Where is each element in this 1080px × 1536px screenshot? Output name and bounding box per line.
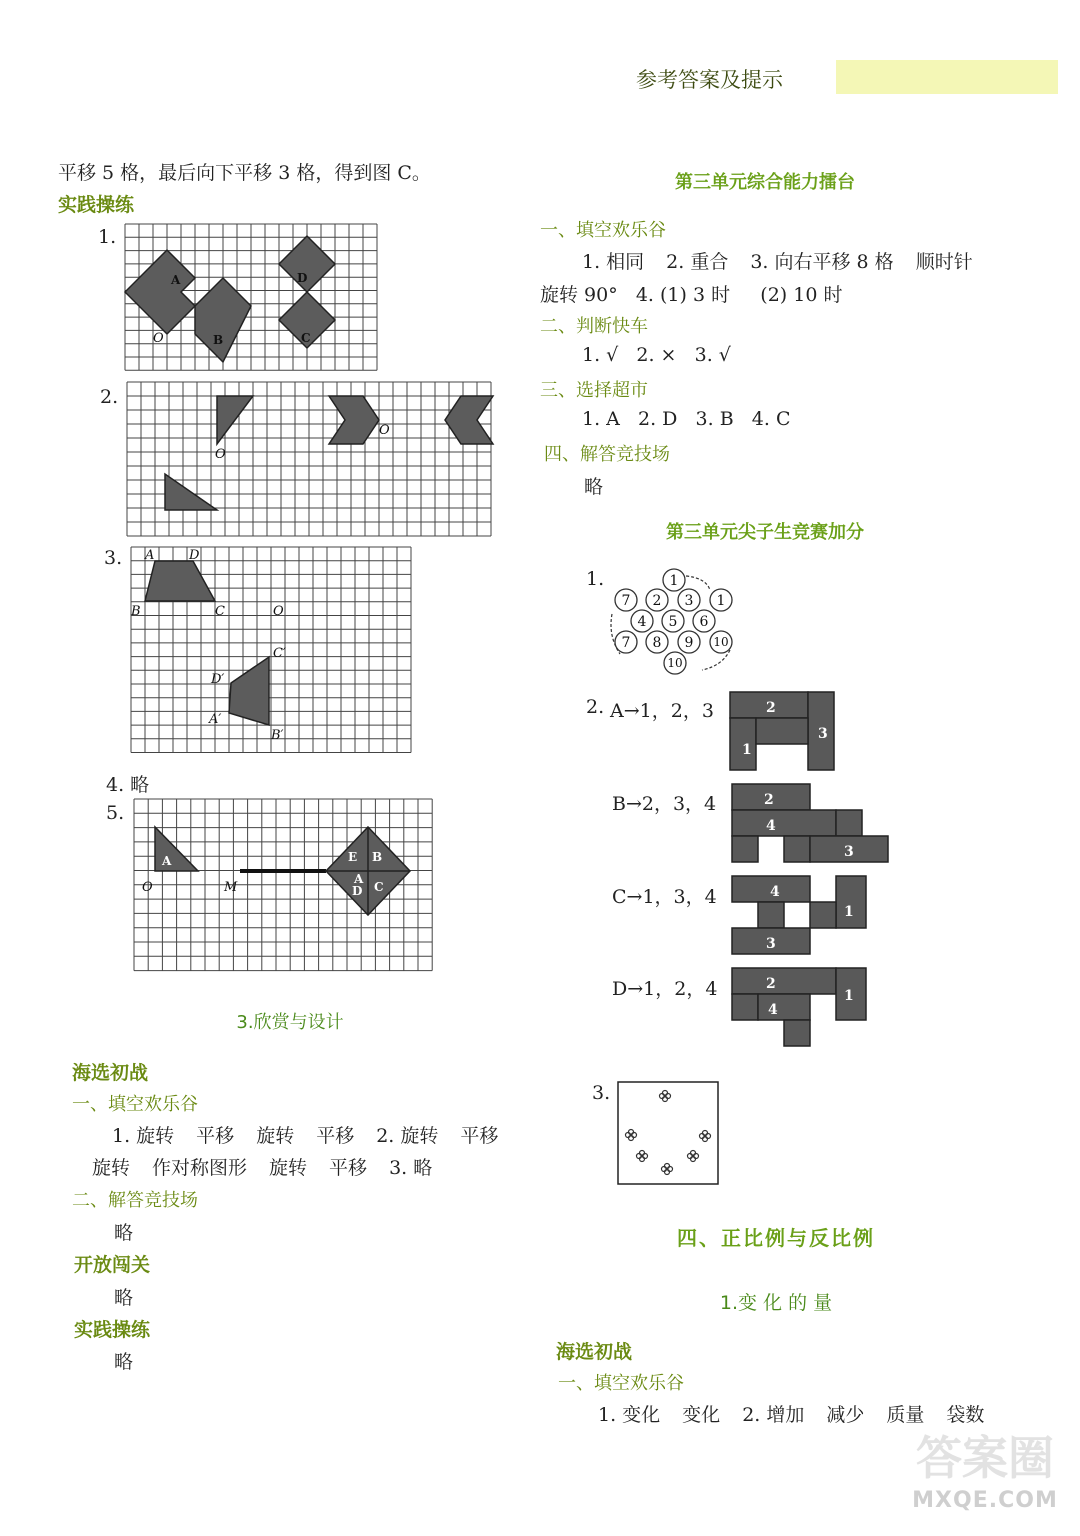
combo-c-piece-2: 1 <box>844 904 854 920</box>
q5-label-a2: A <box>354 872 364 886</box>
right-chapter-title: 四、正比例与反比例 <box>677 1226 875 1250</box>
q5-label-d: D <box>352 884 363 898</box>
q5-label-m: M <box>224 880 238 895</box>
q1-label-c: C <box>301 331 311 345</box>
svg-text:1: 1 <box>669 573 679 589</box>
right-part4-ans: 略 <box>584 476 604 498</box>
left-sec1-part1: 一、填空欢乐谷 <box>72 1094 198 1115</box>
q3-label-b: B <box>131 604 141 619</box>
q3-label-a: A <box>145 548 155 563</box>
right-sec-header: 海选初战 <box>556 1341 633 1363</box>
right-part1-line1: 1. 相同 2. 重合 3. 向右平移 8 格 顺时针 <box>582 251 973 273</box>
left-sec2-ans: 略 <box>114 1287 134 1309</box>
q1-label-a: A <box>171 273 181 287</box>
combo-b-piece-1: 2 <box>764 792 774 808</box>
right-part1: 一、填空欢乐谷 <box>540 220 666 241</box>
q4-answer: 4. 略 <box>106 774 150 796</box>
q2-number: 2. <box>100 386 119 408</box>
combo-c-label: C→1，3，4 <box>612 886 717 908</box>
right-sec-line1: 1. 变化 变化 2. 增加 减少 质量 袋数 <box>598 1404 985 1426</box>
circle-10b <box>664 652 686 674</box>
q2-label-o1: O <box>215 447 226 462</box>
q1-grid-figure <box>125 224 379 370</box>
circle-7 <box>615 589 637 611</box>
q5-number: 5. <box>106 802 125 824</box>
combo-c-figure <box>732 876 868 956</box>
circle-5 <box>662 610 684 632</box>
contest-q1-circle-figure <box>606 566 742 676</box>
q2-label-o2: O <box>379 423 390 438</box>
svg-text:4: 4 <box>637 614 647 630</box>
combo-b-figure <box>732 784 892 864</box>
right-part1-line2: 旋转 90° 4. (1) 3 时 (2) 10 时 <box>540 284 843 306</box>
circle-9 <box>678 631 700 653</box>
circle-7b <box>615 631 637 653</box>
q3-number: 3. <box>104 547 123 569</box>
right-contest-title: 第三单元尖子生竞赛加分 <box>666 522 864 543</box>
svg-text:5: 5 <box>668 614 678 630</box>
circle-1b <box>710 589 732 611</box>
practice-header: 实践操练 <box>58 194 135 216</box>
q5-label-o: O <box>142 880 153 895</box>
combo-a-piece-3: 3 <box>818 726 828 742</box>
q3-label-c: C <box>215 604 225 619</box>
left-sec1-part2: 二、解答竞技场 <box>72 1190 198 1211</box>
combo-b-piece-3: 3 <box>844 844 854 860</box>
continuation-text: 平移 5 格，最后向下平移 3 格，得到图 C。 <box>58 162 431 184</box>
left-sec1-line2: 旋转 作对称图形 旋转 平移 3. 略 <box>92 1157 433 1179</box>
combo-d-piece-3: 1 <box>844 988 854 1004</box>
q5-label-c: C <box>374 880 384 894</box>
combo-d-piece-2: 4 <box>768 1002 778 1018</box>
combo-d-label: D→1，2，4 <box>612 978 718 1000</box>
q2-grid-figure <box>127 382 493 536</box>
left-sec1-line1: 1. 旋转 平移 旋转 平移 2. 旋转 平移 <box>112 1125 499 1147</box>
contest-q1-number: 1. <box>586 568 605 590</box>
q2-shape-flag <box>217 396 253 444</box>
header-banner <box>836 60 1058 94</box>
q3-grid-figure <box>131 547 411 753</box>
combo-d-piece-1: 2 <box>766 976 776 992</box>
svg-text:10: 10 <box>713 635 729 649</box>
q5-grid-figure <box>134 799 432 971</box>
watermark-logo: 答案圈 MXQE.COM <box>900 1428 1070 1528</box>
q2-shape-arrow-2 <box>445 396 493 444</box>
q3-label-d2: D′ <box>211 672 225 687</box>
circle-4 <box>631 610 653 632</box>
q5-label-a: A <box>162 854 172 868</box>
svg-text:3: 3 <box>684 593 694 609</box>
combo-a-label: A→1，2，3 <box>610 700 714 722</box>
q3-shape-abcd <box>145 561 215 601</box>
left-sec1-ans2: 略 <box>114 1222 134 1244</box>
svg-text:6: 6 <box>699 614 709 630</box>
q5-label-b: B <box>372 850 383 864</box>
q3-label-c2: C′ <box>273 646 286 661</box>
right-part2: 二、判断快车 <box>540 316 648 337</box>
right-part4: 四、解答竞技场 <box>544 444 670 465</box>
combo-b-piece-2: 4 <box>766 818 776 834</box>
contest-q2-number: 2. <box>586 696 605 718</box>
combo-c-piece-1: 4 <box>770 884 780 900</box>
svg-text:8: 8 <box>652 635 662 651</box>
combo-b-label: B→2，3，4 <box>612 793 717 815</box>
contest-q3-figure <box>618 1082 718 1184</box>
circle-8 <box>646 631 668 653</box>
q3-label-b2: B′ <box>271 728 284 743</box>
q3-shape-abcd-rotated <box>229 657 269 725</box>
svg-text:1: 1 <box>716 593 726 609</box>
q1-number: 1. <box>98 226 117 248</box>
right-part2-ans: 1. √ 2. × 3. √ <box>582 344 731 366</box>
q5-label-e: E <box>348 850 358 864</box>
q3-label-a2: A′ <box>209 712 222 727</box>
page-header-title: 参考答案及提示 <box>636 68 783 92</box>
circle-6 <box>693 610 715 632</box>
circle-1 <box>663 569 685 591</box>
left-sec1-header: 海选初战 <box>72 1062 149 1084</box>
right-sec-part1: 一、填空欢乐谷 <box>558 1373 684 1394</box>
svg-text:7: 7 <box>621 593 631 609</box>
q2-shape-triangle <box>165 474 217 510</box>
circle-3 <box>678 589 700 611</box>
combo-d-figure <box>732 968 868 1048</box>
right-lesson-title: 1.变 化 的 量 <box>719 1292 833 1314</box>
right-unit-title: 第三单元综合能力擂台 <box>675 172 855 193</box>
left-sec3-header: 实践操练 <box>74 1319 151 1341</box>
circle-2 <box>646 589 668 611</box>
svg-text:7: 7 <box>621 635 631 651</box>
q1-label-d: D <box>297 271 308 285</box>
svg-text:9: 9 <box>684 635 694 651</box>
combo-a-piece-1: 2 <box>766 700 776 716</box>
q1-label-o: O <box>153 331 164 346</box>
q1-label-b: B <box>213 333 224 347</box>
combo-a-figure <box>730 692 836 772</box>
left-sec3-ans: 略 <box>114 1351 134 1373</box>
left-sec2-header: 开放闯关 <box>74 1254 151 1276</box>
combo-c-piece-3: 3 <box>766 936 776 952</box>
left-lesson-title: 3.欣赏与设计 <box>236 1012 344 1033</box>
svg-text:10: 10 <box>667 656 683 670</box>
q3-label-o: O <box>273 604 284 619</box>
contest-q3-number: 3. <box>592 1082 611 1104</box>
q1-shape-a <box>125 250 195 334</box>
watermark-text: MXQE.COM <box>912 1488 1058 1513</box>
right-part3-ans: 1. A 2. D 3. B 4. C <box>582 408 791 430</box>
combo-a-piece-2: 1 <box>742 742 752 758</box>
q3-label-d: D <box>189 548 200 563</box>
svg-text:2: 2 <box>652 593 662 609</box>
right-part3: 三、选择超市 <box>540 380 648 401</box>
circle-10 <box>710 631 732 653</box>
